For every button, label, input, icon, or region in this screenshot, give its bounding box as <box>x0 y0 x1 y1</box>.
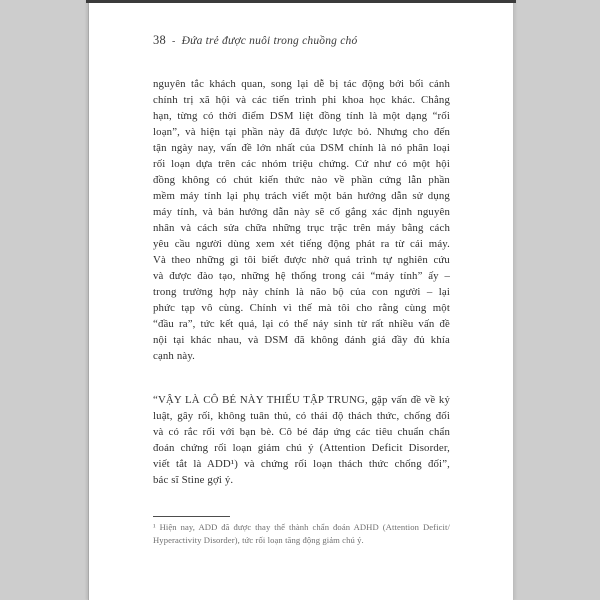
text-line: Và theo những gì tôi biết được nhờ quá trình tự nghiên cứu <box>153 254 450 266</box>
text-line: đồng không có chút kiến thức nào về phần cứng lẫn phần <box>153 174 450 186</box>
text-line: mềm máy tính lại phụ trách viết một bản hướng dẫn sử dụng <box>153 190 450 202</box>
text-line: trong trường hợp này chính là não bộ của con người – lại <box>153 286 450 298</box>
text-line: nội tại khác nhau, và DSM đã không đánh giá đầy đủ khía <box>153 334 450 346</box>
footnote <box>153 516 450 547</box>
page-number: 38 <box>153 33 166 47</box>
text-line: nguyên tắc khách quan, song lại dễ bị tác động bởi bối cảnh <box>153 78 450 90</box>
text-line: hạn, từng có thời điểm DSM liệt đồng tính là một dạng “rối <box>153 110 450 122</box>
book-title: Đứa trẻ được nuôi trong chuồng chó <box>181 35 358 47</box>
text-line: phức tạp vô cùng. Chính vì thế mà tôi cho rằng cùng một <box>153 302 450 314</box>
text-line: luật, gây rối, không tuân thủ, có thái độ thách thức, chống đối <box>153 410 450 422</box>
text-line: “VẬY LÀ CÔ BÉ NÀY THIẾU TẬP TRUNG, gặp vấn đề về kỷ <box>153 394 450 406</box>
body-paragraph-2 <box>153 392 450 488</box>
book-page <box>88 0 514 600</box>
text-line: và có rắc rối với bạn bè. Cô bé đáp ứng các tiêu chuẩn chẩn <box>153 426 450 438</box>
text-line: và được đào tạo, những hệ thống trong cái “máy tính” ấy – <box>153 270 450 282</box>
text-line: “đầu ra”, tức kết quả, lại có thể nảy sinh từ rất nhiều vấn đề <box>153 318 450 330</box>
text-line: đoán chứng rối loạn giảm chú ý (Attention Deficit Disorder, <box>153 442 450 454</box>
text-line: loạn”, và hiện tại phần này đã được lược bỏ. Nhưng cho đến <box>153 126 450 138</box>
text-line: rối loạn dựa trên các nhóm triệu chứng. Cứ như có một hội <box>153 158 450 170</box>
text-line: cạnh này. <box>153 350 196 362</box>
footnote-lines <box>153 521 450 547</box>
body-paragraph-1 <box>153 76 450 364</box>
footnote-divider <box>153 516 230 517</box>
text-line: tận ngày nay, vấn đề lớn nhất của DSM chính là nó phân loại <box>153 142 450 154</box>
header-separator: - <box>171 36 176 47</box>
text-line: bác sĩ Stine gợi ý. <box>153 474 234 486</box>
running-header <box>153 33 357 48</box>
page-top-edge <box>86 0 516 3</box>
text-line: nhân và cách sửa chữa những trục trặc trên máy bằng cách <box>153 222 450 234</box>
text-line: yêu cầu người dùng xem xét tiếng động phát ra từ cái máy. <box>153 238 450 250</box>
text-line: Hyperactivity Disorder), tức rối loạn tăng động giảm chú ý. <box>153 535 364 546</box>
text-line: chính trị xã hội và các tiến trình phi khoa học khác. Chẳng <box>153 94 450 106</box>
text-line: viết tắt là ADD¹) và chứng rối loạn thách thức chống đối”, <box>153 458 450 470</box>
text-line: máy tính, và bản hướng dẫn này sẽ cố gắng xác định nguyên <box>153 206 450 218</box>
text-line: ¹ Hiện nay, ADD đã được thay thế thành chẩn đoán ADHD (Attention Deficit/ <box>153 522 450 532</box>
